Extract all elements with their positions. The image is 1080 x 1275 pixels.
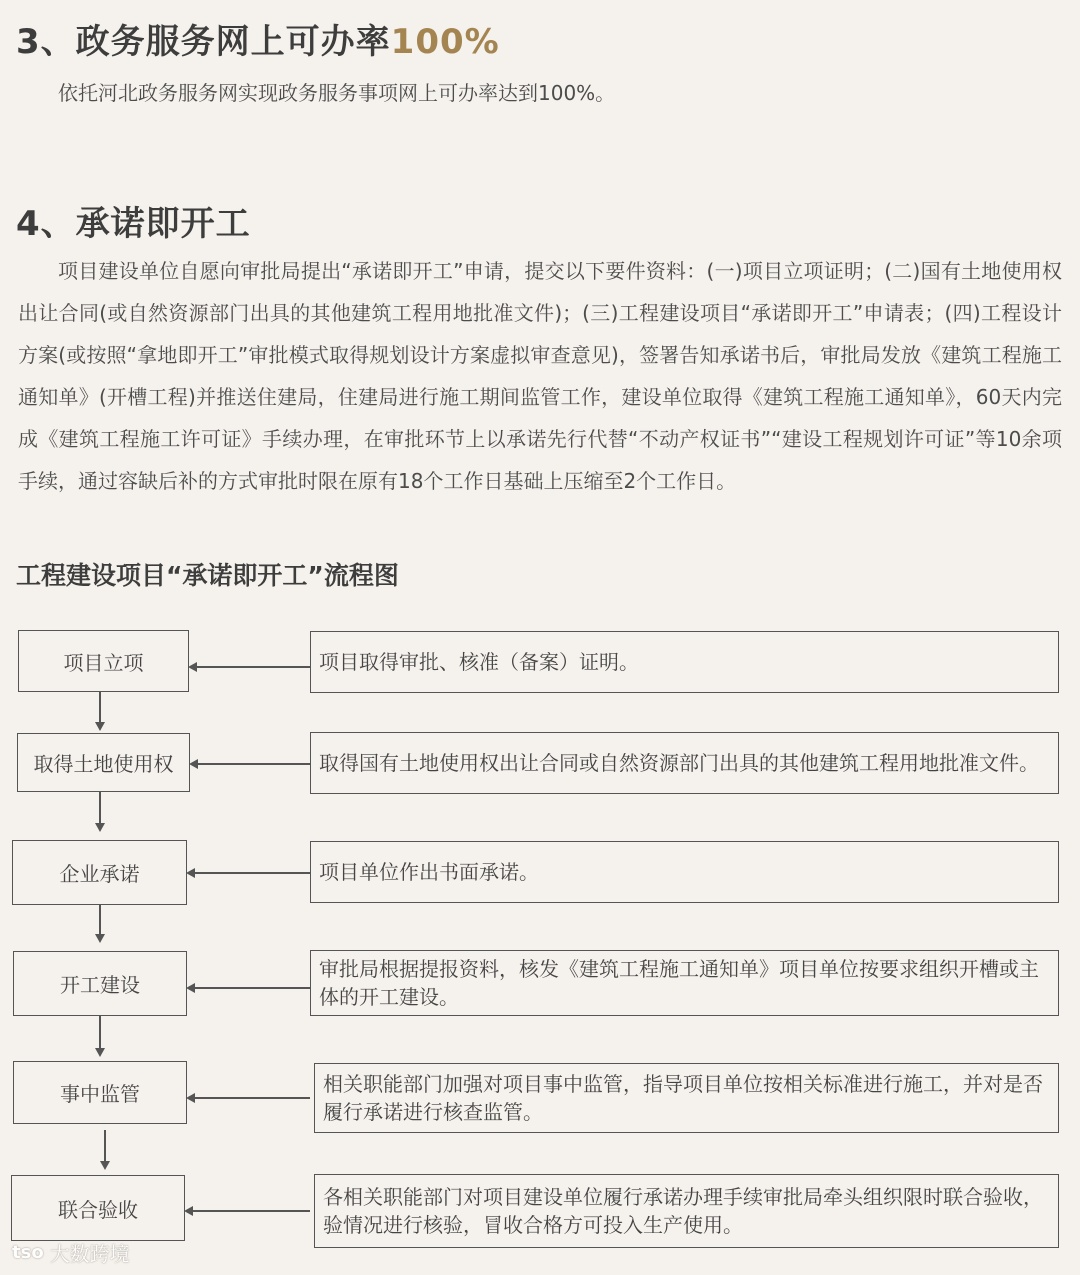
flow-desc-start-construction: 审批局根据提报资料，核发《建筑工程施工通知单》项目单位按要求组织开槽或主体的开工建设。 [310, 950, 1059, 1016]
section-3-title-text: 3、政务服务网上可办率 [16, 22, 391, 62]
flow-arrow-down [104, 1130, 106, 1161]
section-3-title [16, 14, 500, 63]
flow-desc-project-approval: 项目取得审批、核准（备案）证明。 [310, 631, 1059, 693]
flow-arrow-left [196, 666, 310, 668]
section-4-title: 4、承诺即开工 [16, 204, 251, 244]
flow-arrow-down [99, 692, 101, 722]
flow-step-joint-acceptance: 联合验收 [11, 1175, 185, 1241]
watermark [12, 1238, 130, 1267]
flow-desc-in-process-supervision: 相关职能部门加强对项目事中监管，指导项目单位按相关标准进行施工，并对是否履行承诺进行核查监管。 [314, 1063, 1059, 1133]
section-3-title-accent: 100% [390, 22, 500, 62]
flow-desc-enterprise-commitment: 项目单位作出书面承诺。 [310, 841, 1059, 903]
flow-arrow-down [99, 792, 101, 823]
flow-arrow-down [99, 1016, 101, 1048]
section-4-paragraph: 项目建设单位自愿向审批局提出“承诺即开工”申请，提交以下要件资料：(一)项目立项证明；(二)国有土地使用权出让合同(或自然资源部门出具的其他建筑工程用地批准文件)；(三)工程建设项目“承诺即开工”申请表；(四)工程设计方案(或按照“拿地即开工”审批模式取得规划设计方案虚拟审查意见)，签署告知承诺书后，审批局发放《建筑工程施工通知单》(开槽工程)并推送住建局，住建局进行施工期间监管工作，建设单位取得《建筑工程施工通知单》，60天内完成《建筑工程施工许可证》手续办理，在审批环节上以承诺先行代替“不动产权证书”“建设工程规划许可证”等10余项手续，通过容缺后补的方式审批时限在原有18个工作日基础上压缩至2个工作日。 [18, 259, 1062, 493]
flow-step-project-approval: 项目立项 [18, 630, 189, 692]
watermark-text: 大数跨境 [49, 1242, 130, 1266]
flow-step-land-use-right: 取得土地使用权 [17, 733, 190, 792]
flow-desc-joint-acceptance: 各相关职能部门对项目建设单位履行承诺办理手续审批局牵头组织限时联合验收，验情况进行核验，冒收合格方可投入生产使用。 [314, 1174, 1059, 1248]
flow-desc-land-use-right: 取得国有土地使用权出让合同或自然资源部门出具的其他建筑工程用地批准文件。 [310, 732, 1059, 794]
brand-logo-icon: tso [12, 1242, 44, 1263]
flowchart-title: 工程建设项目“承诺即开工”流程图 [16, 561, 399, 590]
flow-step-in-process-supervision: 事中监管 [13, 1061, 187, 1124]
flow-arrow-down [99, 905, 101, 934]
flow-step-start-construction: 开工建设 [13, 951, 187, 1016]
flow-arrow-left [194, 872, 310, 874]
flow-arrow-left [194, 1097, 310, 1099]
flow-arrow-left [197, 763, 310, 765]
flow-step-enterprise-commitment: 企业承诺 [12, 840, 187, 905]
flow-arrow-left [192, 1210, 310, 1212]
flow-arrow-left [194, 987, 310, 989]
section-3-paragraph: 依托河北政务服务网实现政务服务事项网上可办率达到100%。 [58, 81, 616, 105]
